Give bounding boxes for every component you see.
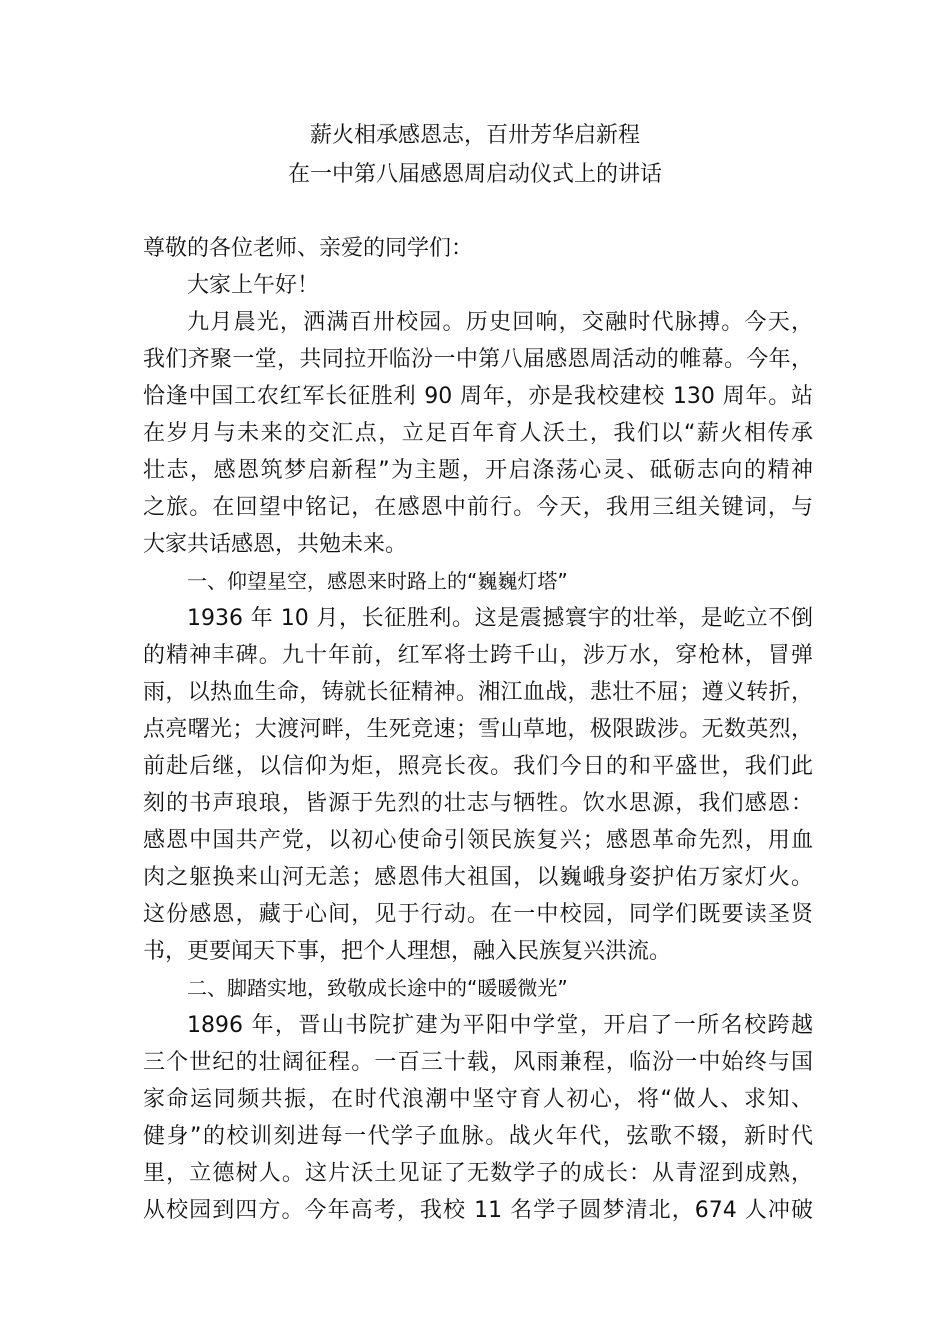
text-line: 刻的书声琅琅，皆源于先烈的壮志与牺牲。饮水思源，我们感恩： bbox=[143, 791, 813, 816]
text-line: 健身”的校训刻进每一代学子血脉。战火年代，弦歌不辍，新时代 bbox=[143, 1124, 813, 1149]
text-line: 肉之躯换来山河无恙；感恩伟大祖国，以巍峨身姿护佑万家灯火。 bbox=[143, 865, 813, 890]
text-line: 在岁月与未来的交汇点，立足百年育人沃土，我们以“薪火相传承 bbox=[143, 421, 813, 446]
text-line: 二、脚踏实地，致敬成长途中的“暖暖微光” bbox=[187, 976, 568, 1000]
text-line: 书，更要闻天下事，把个人理想，融入民族复兴洪流。 bbox=[143, 939, 672, 964]
text-line: 的精神丰碑。九十年前，红军将士跨千山，涉万水，穿枪林，冒弹 bbox=[143, 643, 813, 668]
text-line: 里，立德树人。这片沃土见证了无数学子的成长：从青涩到成熟， bbox=[143, 1161, 813, 1186]
text-line: 尊敬的各位老师、亲爱的同学们： bbox=[143, 236, 474, 261]
text-line: 感恩中国共产党，以初心使命引领民族复兴；感恩革命先烈，用血 bbox=[143, 828, 813, 853]
text-line: 大家共话感恩，共勉未来。 bbox=[143, 532, 408, 557]
speech-body bbox=[143, 230, 813, 1229]
document-title: 薪火相承感恩志，百卅芳华启新程 bbox=[309, 123, 640, 148]
text-line: 三个世纪的壮阔征程。一百三十载，风雨兼程，临汾一中始终与国 bbox=[143, 1050, 813, 1075]
text-line: 我们齐聚一堂，共同拉开临汾一中第八届感恩周活动的帷幕。今年， bbox=[143, 347, 813, 372]
text-line: 1936 年 10 月，长征胜利。这是震撼寰宇的壮举，是屹立不倒 bbox=[187, 606, 813, 631]
text-line: 前赴后继，以信仰为炬，照亮长夜。我们今日的和平盛世，我们此 bbox=[143, 754, 813, 779]
text-line: 恰逢中国工农红军长征胜利 90 周年，亦是我校建校 130 周年。站 bbox=[143, 384, 813, 409]
text-line: 九月晨光，洒满百卅校园。历史回响，交融时代脉搏。今天， bbox=[187, 310, 813, 335]
text-line: 从校园到四方。今年高考，我校 11 名学子圆梦清北，674 人冲破 bbox=[143, 1198, 813, 1223]
text-line: 一、仰望星空，感恩来时路上的“巍巍灯塔” bbox=[187, 569, 568, 593]
text-line: 家命运同频共振，在时代浪潮中坚守育人初心，将“做人、求知、 bbox=[143, 1087, 813, 1112]
text-line: 大家上午好！ bbox=[187, 273, 320, 298]
text-line: 雨，以热血生命，铸就长征精神。湘江血战，悲壮不屈；遵义转折， bbox=[143, 680, 813, 705]
document-subtitle: 在一中第八届感恩周启动仪式上的讲话 bbox=[287, 162, 662, 187]
text-line: 这份感恩，藏于心间，见于行动。在一中校园，同学们既要读圣贤 bbox=[143, 902, 813, 927]
text-line: 之旅。在回望中铭记，在感恩中前行。今天，我用三组关键词，与 bbox=[143, 495, 813, 520]
text-line: 点亮曙光；大渡河畔，生死竞速；雪山草地，极限跋涉。无数英烈， bbox=[143, 717, 813, 742]
text-line: 壮志，感恩筑梦启新程”为主题，开启涤荡心灵、砥砺志向的精神 bbox=[143, 458, 813, 483]
text-line: 1896 年，晋山书院扩建为平阳中学堂，开启了一所名校跨越 bbox=[187, 1013, 813, 1038]
